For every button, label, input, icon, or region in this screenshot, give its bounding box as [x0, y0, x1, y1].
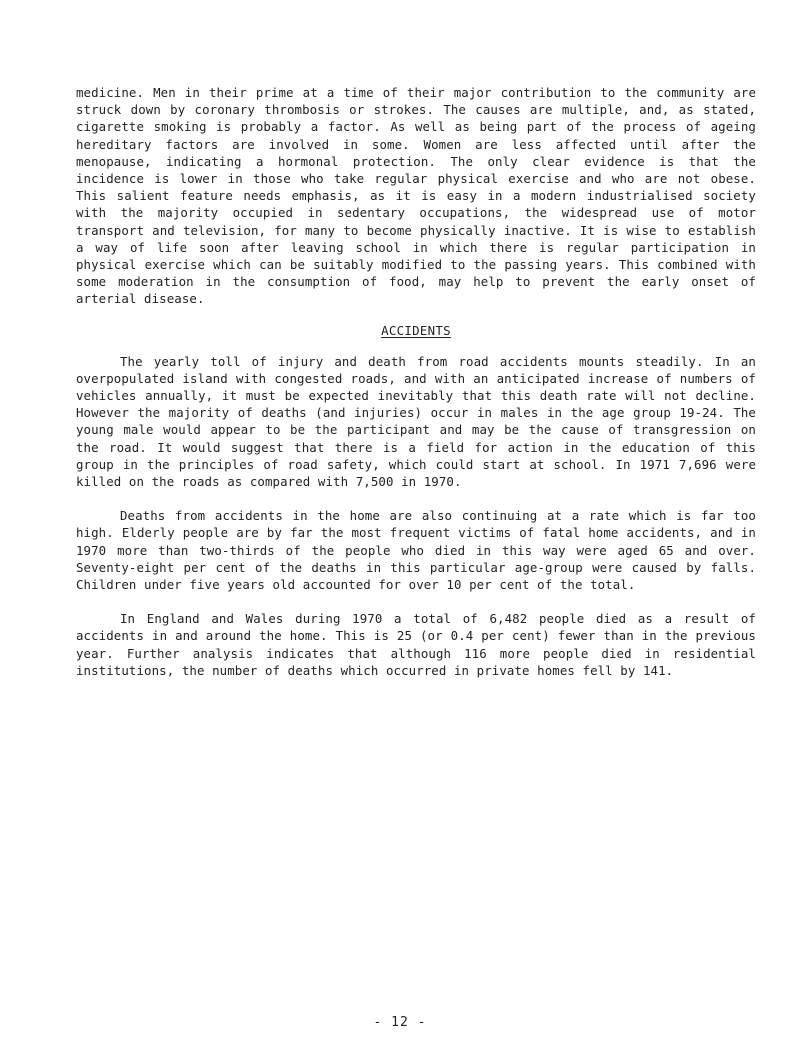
- page-number: - 12 -: [373, 1015, 427, 1030]
- england-wales-paragraph: In England and Wales during 1970 a total of 6,482 people died as a result of accidents in and around the home. This is 25 (or 0.4 per cent) fewer than in the previous year. Further analysis indicates that although 116 more people died in residential institutions, the number of deaths which occurred in private homes fell by 141.: [76, 611, 756, 678]
- paragraph-spacer: [76, 593, 756, 610]
- paragraph-spacer: [76, 490, 756, 507]
- document-page: [76, 84, 756, 679]
- home-accidents-paragraph: Deaths from accidents in the home are also continuing at a rate which is far too high. Elderly people are by far the most frequent victims of fatal home accidents, and in 1970 more than two-thirds of the people who died in this way were aged 65 and over. Seventy-eight per cent of the deaths in this particular age-group were caused by falls. Children under five years old accounted for over 10 per cent of the total.: [76, 508, 756, 593]
- section-heading-accidents: ACCIDENTS: [381, 322, 451, 338]
- intro-paragraph: medicine. Men in their prime at a time of their major contribution to the community are struck down by coronary thrombosis or strokes. The causes are multiple, and, as stated, cigarette smoking is probably a factor. As well as being part of the process of ageing hereditary factors are involved in some. Women are less affected until after the menopause, indicating a hormonal protection. The only clear evidence is that the incidence is lower in those who take regular physical exercise and who are not obese. This salient feature needs emphasis, as it is easy in a modern industrialised society with the majority occupied in sedentary occupations, the widespread use of motor transport and television, for many to become physically inactive. It is wise to establish a way of life soon after leaving school in which there is regular participation in physical exercise which can be suitably modified to the passing years. This combined with some moderation in the consumption of food, may help to prevent the early onset of arterial disease.: [76, 85, 756, 307]
- road-accidents-paragraph: The yearly toll of injury and death from road accidents mounts steadily. In an overpopulated island with congested roads, and with an anticipated increase of numbers of vehicles annually, it must be expected inevitably that this death rate will not decline. However the majority of deaths (and injuries) occur in males in the age group 19-24. The young male would appear to be the participant and may be the cause of transgression on the road. It would suggest that there is a field for action in the education of this group in the principles of road safety, which could start at school. In 1971 7,696 were killed on the roads as compared with 7,500 in 1970.: [76, 353, 756, 490]
